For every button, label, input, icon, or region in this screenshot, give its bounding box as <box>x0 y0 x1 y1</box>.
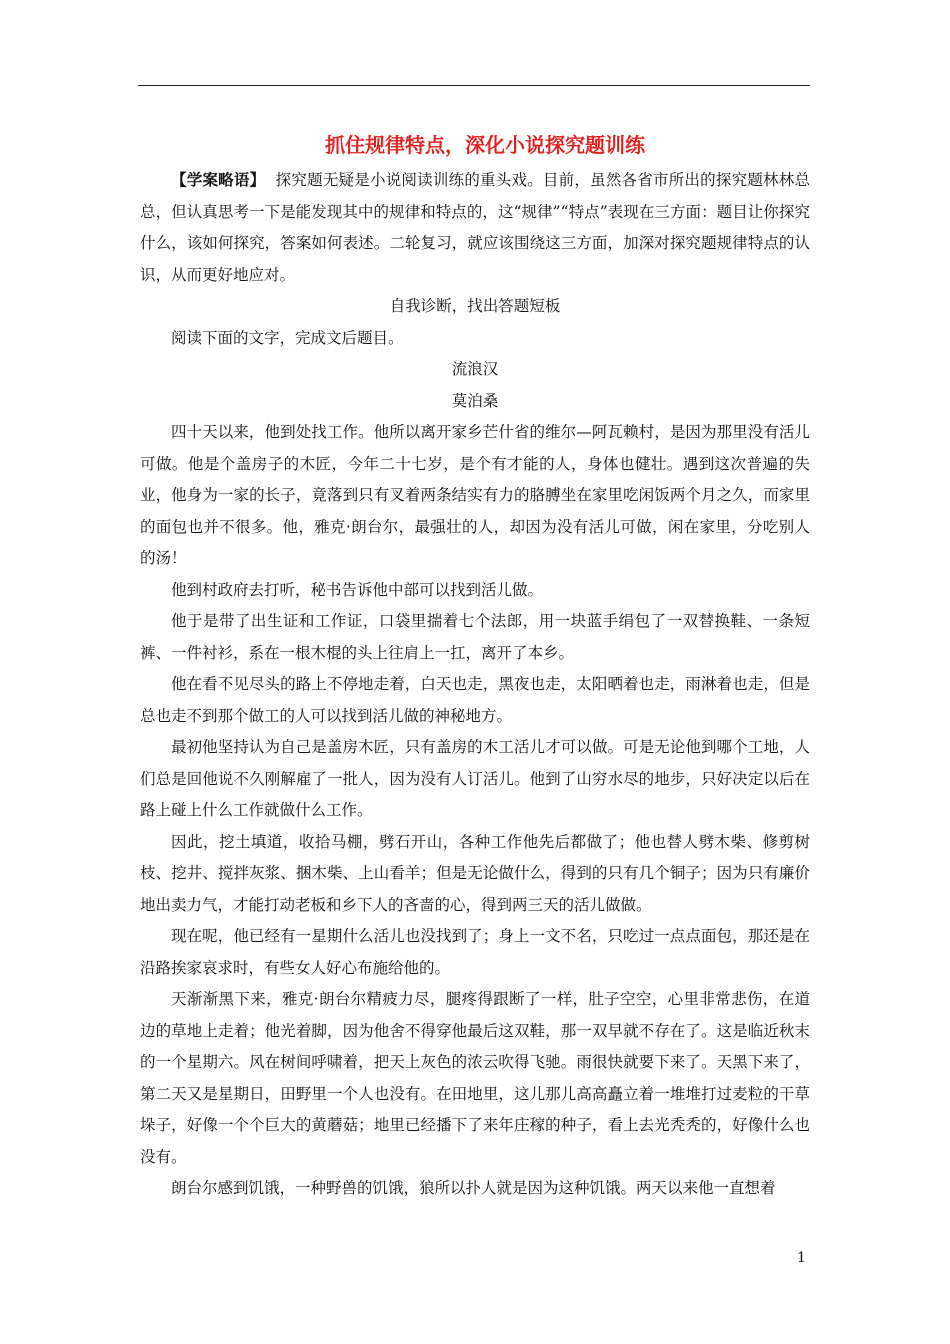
story-paragraph-1: 四十天以来，他到处找工作。他所以离开家乡芒什省的维尔—阿瓦赖村，是因为那里没有活儿可做。他是个盖房子的木匠，今年二十七岁，是个有才能的人，身体也健壮。遇到这次普遍的失业，他身为一家的长子，竟落到只有叉着两条结实有力的胳膊坐在家里吃闲饭两个月之久，而家里的面包也并不很多。他，雅克·朗台尔，最强壮的人，却因为没有活儿可做，闲在家里，分吃别人的汤！ <box>140 423 810 567</box>
story-title: 流浪汉 <box>451 360 499 378</box>
intro-tag: 【学案略语】 <box>171 170 266 189</box>
intro-paragraph <box>140 164 810 291</box>
header-rule <box>138 85 810 86</box>
story-paragraph-6: 因此，挖土填道，收拾马棚，劈石开山，各种工作他先后都做了；他也替人劈木柴、修剪树枝、挖井、搅拌灰浆、捆木柴、上山看羊；但是无论做什么，得到的只有几个铜子；因为只有廉价地出卖力气，才能打动老板和乡下人的吝啬的心，得到两三天的活儿做做。 <box>140 832 810 914</box>
story-paragraph-7: 现在呢，他已经有一星期什么活儿也没找到了；身上一文不名，只吃过一点点面包，那还是在沿路挨家哀求时，有些女人好心布施给他的。 <box>140 927 810 977</box>
story-paragraph-4: 他在看不见尽头的路上不停地走着，白天也走，黑夜也走，太阳晒着也走，雨淋着也走，但是总也走不到那个做工的人可以找到活儿做的神秘地方。 <box>140 675 810 725</box>
section-heading: 自我诊断，找出答题短板 <box>389 297 561 315</box>
story-author: 莫泊桑 <box>451 391 499 410</box>
story-paragraph-3: 他于是带了出生证和工作证，口袋里揣着七个法郎，用一块蓝手绢包了一双替换鞋、一条短裤、一件衬衫，系在一根木棍的头上往肩上一扛，离开了本乡。 <box>140 612 810 662</box>
page-title: 抓住规律特点，深化小说探究题训练 <box>325 133 645 157</box>
instruction-text: 阅读下面的文字，完成文后题目。 <box>171 328 404 347</box>
intro-text: 探究题无疑是小说阅读训练的重头戏。目前，虽然各省市所出的探究题林林总总，但认真思考一下是能发现其中的规律和特点的，这“规律”“特点”表现在三方面：题目让你探究什么，该如何探究，答案如何表述。二轮复习，就应该围绕这三方面，加深对探究题规律特点的认识，从而更好地应对。 <box>140 171 810 284</box>
document-body <box>140 128 810 1205</box>
page-number: 1 <box>797 1250 806 1266</box>
story-paragraph-2: 他到村政府去打听，秘书告诉他中部可以找到活儿做。 <box>171 580 544 599</box>
story-paragraph-8: 天渐渐黑下来，雅克·朗台尔精疲力尽，腿疼得跟断了一样，肚子空空，心里非常悲伤，在道边的草地上走着；他光着脚，因为他舍不得穿他最后这双鞋，那一双早就不存在了。这是临近秋末的一个星期六。风在树间呼啸着，把天上灰色的浓云吹得飞驰。雨很快就要下来了。天黑下来了，第二天又是星期日，田野里一个人也没有。在田地里，这儿那儿高高矗立着一堆堆打过麦粒的干草垛子，好像一个个巨大的黄蘑菇；地里已经播下了来年庄稼的种子，看上去光秃秃的，好像什么也没有。 <box>140 990 810 1166</box>
story-paragraph-5: 最初他坚持认为自己是盖房木匠，只有盖房的木工活儿才可以做。可是无论他到哪个工地，人们总是回他说不久刚解雇了一批人，因为没有人订活儿。他到了山穷水尽的地步，只好决定以后在路上碰上什么工作就做什么工作。 <box>140 738 810 819</box>
story-paragraph-9: 朗台尔感到饥饿，一种野兽的饥饿，狼所以扑人就是因为这种饥饿。两天以来他一直想着 <box>171 1179 776 1197</box>
